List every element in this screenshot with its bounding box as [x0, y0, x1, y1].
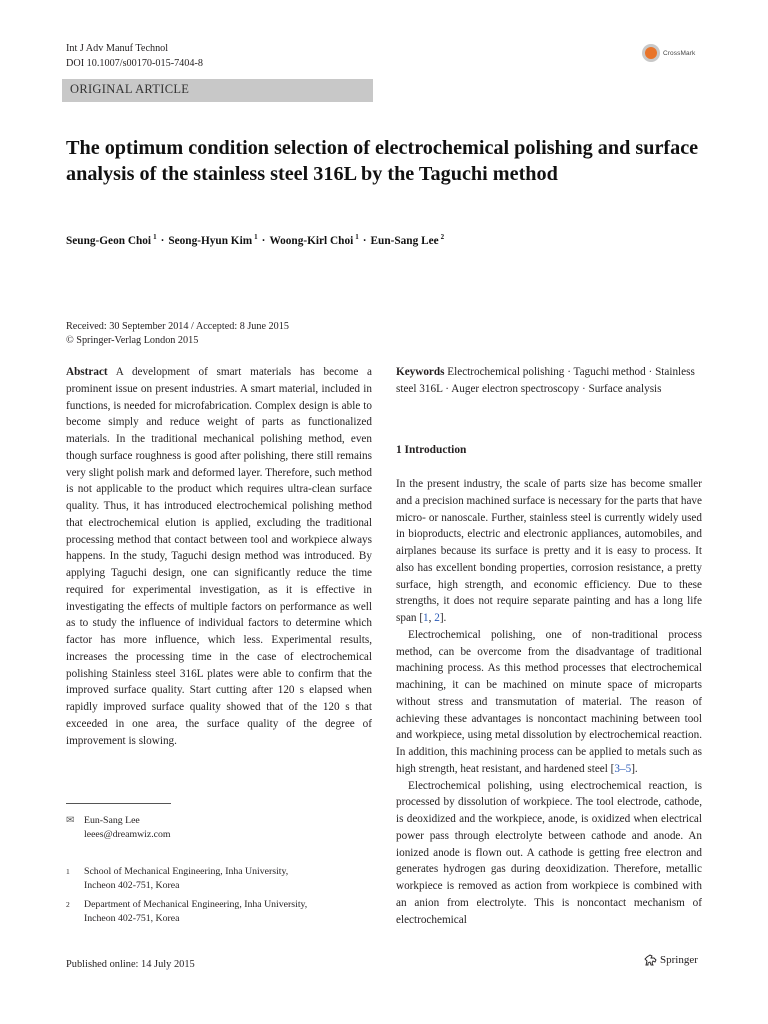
journal-header [66, 41, 203, 71]
abstract-text: A development of smart materials has become a prominent issue on present industries. A smart material, included in functions, is needed for microfabrication. Complex design is able to become simply and reduce weight of parts as functionalized materials. In the traditional mechanical polishing method, even though surface roughness is good after polishing, there still remains very slight polish mark and deformed layer. Therefore, such method is not applicable to the product which requires ultra-clean surface quality. Thus, it has introduced electrochemical polishing method that electrochemical elution is applied, excluding the traditional processing method that contact between tool and workpiece always happens. In the study, Taguchi design method was introduced. By applying Taguchi design, one can significantly reduce the time required for experimental investigation, as it is effective in investigating the effects of multiple factors on performance as well as to study the influence of individual factors to determine which factor has more influence, which less. Experimental results, increases the processing time in the case of electrochemical polishing Stainless steel 316L plates were able to confirm that the improved surface quality. Start cutting after 120 s elapsed when rapidly improved surface quality showed that of the 120 s that exceeded in one area, the surface quality of the degree of improvement is slowing. [66, 366, 372, 747]
received-accepted: Received: 30 September 2014 / Accepted: 8 June 2015 [66, 321, 289, 332]
author-list: Seung-Geon Choi $^1$ · Seong-Hyun Kim $^1$ · Woong-Kirl Choi $^1$ · Eun-Sang Lee $^2$ [66, 233, 445, 247]
springer-logo [644, 954, 698, 966]
citation-link[interactable]: 3–5 [614, 762, 632, 775]
keywords [396, 364, 702, 398]
envelope-icon: ✉ [66, 815, 75, 826]
article-type-banner [62, 79, 373, 102]
publisher-name: Springer [660, 954, 698, 966]
journal-name: Int J Adv Manuf Technol [66, 43, 169, 54]
crossmark-icon [642, 44, 660, 62]
author[interactable]: Seung-Geon Choi $^1$ [66, 233, 157, 247]
author[interactable]: Seong-Hyun Kim $^1$ [168, 233, 258, 247]
paper-title: The optimum condition selection of electrochemical polishing and surface analysis of the stainless steel 316L by the Taguchi method [66, 137, 699, 185]
citation-link[interactable]: 1 [423, 612, 429, 624]
footnote-divider [66, 803, 171, 804]
introduction-body [396, 476, 702, 928]
correspondence [66, 814, 171, 841]
keywords-label: Keywords [396, 366, 445, 378]
author[interactable]: Eun-Sang Lee $^2$ [370, 233, 445, 247]
springer-horse-icon [644, 954, 657, 966]
intro-paragraph: In the present industry, the scale of parts size has become smaller and a precision machined surface is necessary for the parts that have micro- or nanoscale. Further, stainless steel is currently widely used in bioproducts, electric and electronic appliances, automobiles, and airplanes because its surface is pretty and it is easy to process. It also has excellent bonding properties, corrosion resistance, a pretty surface, high strength, and economic efficiency. Due to these strengths, it does not require separate painting and has a long life span [1, 2]. [396, 478, 702, 624]
abstract [66, 364, 372, 749]
corresponding-author: Eun-Sang Lee [84, 815, 140, 826]
corresponding-email[interactable]: leees@dreamwiz.com [84, 828, 171, 840]
published-date: Published online: 14 July 2015 [66, 959, 195, 970]
article-type: ORIGINAL ARTICLE [70, 82, 190, 96]
article-dates [66, 320, 289, 348]
keywords-text: Electrochemical polishing · Taguchi method · Stainless steel 316L · Auger electron spectroscopy · Surface analysis [396, 366, 695, 395]
intro-paragraph: Electrochemical polishing, using electrochemical reaction, is processed by dissolution of workpiece. The tool electrode, cathode, is deoxidized and the workpiece, anode, is oxidized when electrical power pass through electrolyte between cathode and anode. An ionized anode is flown out. A cathode is getting free electron and generates hydrogen gas during deoxidization. Therefore, metallic workpiece is removed as action from workpiece is combined with an anion from electrolyte. This is noncontact mechanism of electrochemical [396, 779, 702, 926]
abstract-label: Abstract [66, 366, 108, 378]
doi[interactable]: DOI 10.1007/s00170-015-7404-8 [66, 58, 203, 69]
copyright: © Springer-Verlag London 2015 [66, 335, 199, 346]
crossmark-label: CrossMark [663, 49, 696, 57]
intro-paragraph: Electrochemical polishing, one of non-traditional process method, can be overcome from the disadvantage of traditional machining process. As this method processes that electrochemical machining, it can be machined on minute space of microparts without stress and transmutation of material. The reason of achieving these advantages is noncontact machining between tool and workpiece, using metal dissolution by electrochemical reaction. In addition, this machining process can be applied to metals such as high strength, heat resistant, and hardened steel [3–5]. [396, 628, 702, 775]
section-heading-introduction: 1 Introduction [396, 444, 467, 456]
citation-link[interactable]: 2 [434, 612, 440, 624]
affiliation: 1 School of Mechanical Engineering, Inha University, Incheon 402-751, Korea [66, 866, 289, 891]
crossmark-badge[interactable] [642, 44, 695, 62]
author[interactable]: Woong-Kirl Choi $^1$ [269, 233, 359, 247]
affiliation: 2 Department of Mechanical Engineering, Inha University, Incheon 402-751, Korea [66, 899, 308, 924]
